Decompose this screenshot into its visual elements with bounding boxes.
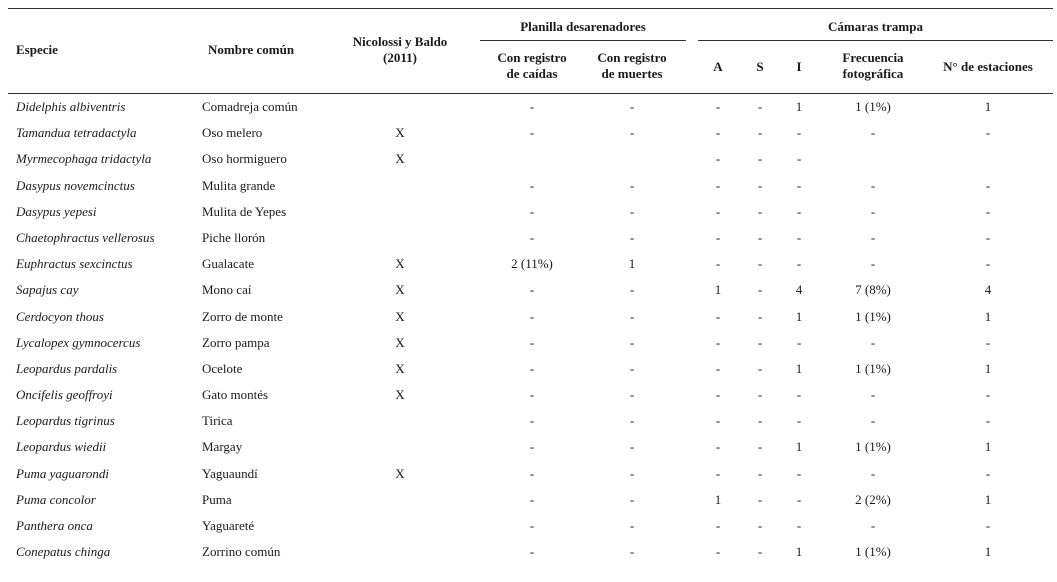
cell-especie: Puma concolor bbox=[16, 491, 96, 507]
cell-s: - bbox=[757, 387, 763, 403]
cell-muertes: - bbox=[629, 125, 635, 141]
cell-especie: Didelphis albiventris bbox=[16, 99, 126, 114]
cell-caidas: - bbox=[529, 439, 535, 455]
table-row bbox=[8, 539, 1053, 565]
cell-estaciones: - bbox=[985, 177, 991, 193]
header-con-caidas-line2: de caídas bbox=[506, 66, 558, 81]
cell-estaciones: - bbox=[985, 256, 991, 272]
cell-especie: Oncifelis geoffroyi bbox=[16, 387, 113, 403]
cell-a: 1 bbox=[714, 282, 722, 298]
cell-frecuencia: - bbox=[870, 334, 876, 350]
cell-caidas: - bbox=[529, 177, 535, 193]
cell-i: 1 bbox=[795, 99, 803, 114]
header-i: I bbox=[796, 59, 802, 74]
cell-a: - bbox=[715, 308, 721, 324]
cell-especie: Cerdocyon thous bbox=[16, 308, 104, 324]
cell-muertes: - bbox=[629, 334, 635, 350]
cell-i: - bbox=[796, 151, 802, 167]
table-row bbox=[8, 382, 1053, 408]
cell-nicolossi: X bbox=[395, 256, 405, 272]
cell-nicolossi: X bbox=[395, 387, 405, 403]
header-especie: Especie bbox=[16, 42, 58, 57]
cell-especie: Dasypus yepesi bbox=[16, 203, 97, 219]
table-row bbox=[8, 94, 1053, 120]
cell-caidas: - bbox=[529, 99, 535, 114]
cell-estaciones: - bbox=[985, 203, 991, 219]
cell-i: - bbox=[796, 203, 802, 219]
cell-i: 1 bbox=[795, 308, 803, 324]
cell-nombre: Mulita grande bbox=[202, 177, 276, 193]
cell-caidas: - bbox=[529, 387, 535, 403]
cell-a: - bbox=[715, 360, 721, 376]
cell-nombre: Puma bbox=[202, 491, 232, 507]
cell-muertes: - bbox=[629, 177, 635, 193]
table-row bbox=[8, 461, 1053, 487]
cell-nicolossi: X bbox=[395, 308, 405, 324]
header-nicolossi-line1: Nicolossi y Baldo bbox=[352, 34, 448, 49]
cell-frecuencia: 1 (1%) bbox=[855, 360, 891, 376]
table-row bbox=[8, 225, 1053, 251]
cell-a: - bbox=[715, 151, 721, 167]
cell-nicolossi: X bbox=[395, 282, 405, 298]
cell-especie: Chaetophractus vellerosus bbox=[16, 229, 155, 245]
cell-caidas: - bbox=[529, 203, 535, 219]
cell-nombre: Margay bbox=[202, 439, 243, 455]
cell-nombre: Oso melero bbox=[202, 125, 263, 141]
cell-caidas: - bbox=[529, 334, 535, 350]
cell-especie: Leopardus pardalis bbox=[16, 360, 118, 376]
cell-nombre: Yaguareté bbox=[202, 518, 255, 533]
cell-nicolossi: X bbox=[395, 151, 405, 167]
header-planilla: Planilla desarenadores bbox=[520, 19, 646, 34]
table-row bbox=[8, 513, 1053, 539]
cell-frecuencia: - bbox=[870, 413, 876, 429]
table-row bbox=[8, 173, 1053, 199]
cell-muertes: - bbox=[629, 544, 635, 560]
planilla-group-rule bbox=[480, 40, 686, 41]
cell-i: 1 bbox=[795, 439, 803, 455]
cell-nombre: Gualacate bbox=[202, 256, 254, 272]
cell-estaciones: 1 bbox=[984, 308, 992, 324]
cell-a: - bbox=[715, 229, 721, 245]
cell-nombre: Zorrino común bbox=[202, 544, 281, 560]
cell-s: - bbox=[757, 544, 763, 560]
cell-caidas: - bbox=[529, 229, 535, 245]
table-row bbox=[8, 146, 1053, 172]
cell-frecuencia: - bbox=[870, 125, 876, 141]
cell-i: 1 bbox=[795, 544, 803, 560]
table-top-rule bbox=[8, 8, 1053, 9]
cell-especie: Puma yaguarondi bbox=[16, 465, 110, 481]
cell-estaciones: - bbox=[985, 229, 991, 245]
cell-caidas: - bbox=[529, 125, 535, 141]
table-body bbox=[8, 94, 1053, 565]
cell-nicolossi: X bbox=[395, 334, 405, 350]
cell-muertes: - bbox=[629, 282, 635, 298]
cell-a: - bbox=[715, 177, 721, 193]
cell-s: - bbox=[757, 203, 763, 219]
cell-s: - bbox=[757, 491, 763, 507]
cell-a: - bbox=[715, 256, 721, 272]
header-estaciones: N° de estaciones bbox=[943, 59, 1033, 74]
header-con-muertes bbox=[586, 50, 678, 82]
cell-estaciones: 1 bbox=[984, 360, 992, 376]
cell-nombre: Yaguaundí bbox=[202, 465, 258, 481]
cell-especie: Euphractus sexcinctus bbox=[16, 256, 133, 272]
cell-estaciones: - bbox=[985, 465, 991, 481]
table-row bbox=[8, 251, 1053, 277]
cell-estaciones: - bbox=[985, 518, 991, 533]
header-nicolossi-line2: (2011) bbox=[383, 50, 417, 65]
cell-caidas: - bbox=[529, 491, 535, 507]
cell-i: - bbox=[796, 177, 802, 193]
cell-especie: Tamandua tetradactyla bbox=[16, 125, 137, 141]
cell-caidas: - bbox=[529, 308, 535, 324]
cell-i: - bbox=[796, 491, 802, 507]
cell-i: - bbox=[796, 125, 802, 141]
cell-frecuencia: - bbox=[870, 203, 876, 219]
cell-nicolossi: X bbox=[395, 360, 405, 376]
cell-caidas: - bbox=[529, 360, 535, 376]
cell-i: - bbox=[796, 229, 802, 245]
table-row bbox=[8, 434, 1053, 460]
header-a: A bbox=[713, 59, 723, 74]
cell-s: - bbox=[757, 334, 763, 350]
cell-caidas: - bbox=[529, 413, 535, 429]
cell-caidas: - bbox=[529, 544, 535, 560]
cell-a: - bbox=[715, 125, 721, 141]
cell-especie: Sapajus cay bbox=[16, 282, 79, 298]
cell-estaciones: 1 bbox=[984, 544, 992, 560]
cell-estaciones: 1 bbox=[984, 439, 992, 455]
cell-muertes: - bbox=[629, 99, 635, 114]
header-frecuencia-line1: Frecuencia bbox=[842, 50, 904, 65]
cell-frecuencia: 7 (8%) bbox=[855, 282, 891, 298]
cell-muertes: 1 bbox=[628, 256, 636, 272]
cell-s: - bbox=[757, 99, 763, 114]
table-row bbox=[8, 487, 1053, 513]
cell-nombre: Zorro de monte bbox=[202, 308, 283, 324]
cell-a: - bbox=[715, 334, 721, 350]
cell-muertes: - bbox=[629, 387, 635, 403]
cell-estaciones: 4 bbox=[984, 282, 992, 298]
cell-frecuencia: 1 (1%) bbox=[855, 544, 891, 560]
header-con-caidas-line1: Con registro bbox=[497, 50, 567, 65]
cell-a: - bbox=[715, 544, 721, 560]
cell-a: - bbox=[715, 439, 721, 455]
cell-especie: Dasypus novemcinctus bbox=[16, 177, 135, 193]
cell-especie: Leopardus wiedii bbox=[16, 439, 107, 455]
cell-frecuencia: - bbox=[870, 229, 876, 245]
cell-nombre: Gato montés bbox=[202, 387, 269, 403]
cell-estaciones: - bbox=[985, 334, 991, 350]
header-frecuencia bbox=[824, 50, 922, 82]
header-nombre-comun: Nombre común bbox=[208, 42, 295, 57]
cell-frecuencia: 2 (2%) bbox=[855, 491, 891, 507]
cell-a: - bbox=[715, 465, 721, 481]
cell-s: - bbox=[757, 518, 763, 533]
table-row bbox=[8, 199, 1053, 225]
cell-nombre: Ocelote bbox=[202, 360, 243, 376]
cell-nombre: Oso hormiguero bbox=[202, 151, 287, 167]
cell-muertes: - bbox=[629, 465, 635, 481]
cell-nicolossi: X bbox=[395, 465, 405, 481]
cell-frecuencia: - bbox=[870, 256, 876, 272]
table-row bbox=[8, 304, 1053, 330]
cell-muertes: - bbox=[629, 203, 635, 219]
cell-nombre: Tirica bbox=[202, 413, 233, 429]
header-s: S bbox=[756, 59, 764, 74]
cell-especie: Leopardus tigrinus bbox=[16, 413, 115, 429]
cell-estaciones: 1 bbox=[984, 99, 992, 114]
cell-nicolossi: X bbox=[395, 125, 405, 141]
cell-estaciones: 1 bbox=[984, 491, 992, 507]
cell-a: - bbox=[715, 518, 721, 533]
cell-muertes: - bbox=[629, 518, 635, 533]
cell-s: - bbox=[757, 229, 763, 245]
cell-s: - bbox=[757, 308, 763, 324]
cell-frecuencia: - bbox=[870, 465, 876, 481]
cell-caidas: - bbox=[529, 518, 535, 533]
cell-caidas: - bbox=[529, 465, 535, 481]
cell-i: - bbox=[796, 465, 802, 481]
cell-i: - bbox=[796, 256, 802, 272]
cell-i: 4 bbox=[795, 282, 803, 298]
cell-nombre: Zorro pampa bbox=[202, 334, 270, 350]
cell-s: - bbox=[757, 125, 763, 141]
header-con-muertes-line1: Con registro bbox=[597, 50, 667, 65]
cell-a: - bbox=[715, 413, 721, 429]
camaras-group-rule bbox=[698, 40, 1053, 41]
cell-a: - bbox=[715, 387, 721, 403]
cell-a: 1 bbox=[714, 491, 722, 507]
cell-frecuencia: 1 (1%) bbox=[855, 99, 891, 114]
cell-frecuencia: - bbox=[870, 518, 876, 533]
header-con-muertes-line2: de muertes bbox=[601, 66, 663, 81]
cell-caidas: 2 (11%) bbox=[511, 256, 553, 272]
cell-estaciones: - bbox=[985, 387, 991, 403]
cell-s: - bbox=[757, 439, 763, 455]
cell-i: - bbox=[796, 518, 802, 533]
header-camaras: Cámaras trampa bbox=[828, 19, 923, 34]
cell-muertes: - bbox=[629, 360, 635, 376]
cell-s: - bbox=[757, 256, 763, 272]
table-row bbox=[8, 277, 1053, 303]
cell-muertes: - bbox=[629, 491, 635, 507]
cell-muertes: - bbox=[629, 308, 635, 324]
table-row bbox=[8, 120, 1053, 146]
cell-s: - bbox=[757, 465, 763, 481]
cell-s: - bbox=[757, 151, 763, 167]
cell-especie: Lycalopex gymnocercus bbox=[16, 334, 141, 350]
table-row bbox=[8, 408, 1053, 434]
header-nicolossi bbox=[344, 34, 456, 66]
cell-nombre: Comadreja común bbox=[202, 99, 298, 114]
cell-a: - bbox=[715, 203, 721, 219]
cell-muertes: - bbox=[629, 439, 635, 455]
header-con-caidas bbox=[482, 50, 582, 82]
cell-nombre: Mono caí bbox=[202, 282, 252, 298]
cell-i: 1 bbox=[795, 360, 803, 376]
cell-s: - bbox=[757, 282, 763, 298]
cell-nombre: Piche llorón bbox=[202, 229, 266, 245]
cell-i: - bbox=[796, 334, 802, 350]
cell-estaciones: - bbox=[985, 413, 991, 429]
cell-especie: Panthera onca bbox=[16, 518, 93, 533]
cell-especie: Myrmecophaga tridactyla bbox=[16, 151, 152, 167]
cell-frecuencia: - bbox=[870, 177, 876, 193]
cell-s: - bbox=[757, 177, 763, 193]
cell-a: - bbox=[715, 99, 721, 114]
cell-frecuencia: 1 (1%) bbox=[855, 308, 891, 324]
cell-caidas: - bbox=[529, 282, 535, 298]
cell-muertes: - bbox=[629, 413, 635, 429]
cell-i: - bbox=[796, 387, 802, 403]
cell-frecuencia: - bbox=[870, 387, 876, 403]
cell-s: - bbox=[757, 360, 763, 376]
cell-especie: Conepatus chinga bbox=[16, 544, 111, 560]
cell-nombre: Mulita de Yepes bbox=[202, 203, 287, 219]
cell-estaciones: - bbox=[985, 125, 991, 141]
cell-muertes: - bbox=[629, 229, 635, 245]
cell-frecuencia: 1 (1%) bbox=[855, 439, 891, 455]
cell-i: - bbox=[796, 413, 802, 429]
cell-s: - bbox=[757, 413, 763, 429]
table-row bbox=[8, 330, 1053, 356]
header-frecuencia-line2: fotográfica bbox=[842, 66, 904, 81]
table-row bbox=[8, 356, 1053, 382]
